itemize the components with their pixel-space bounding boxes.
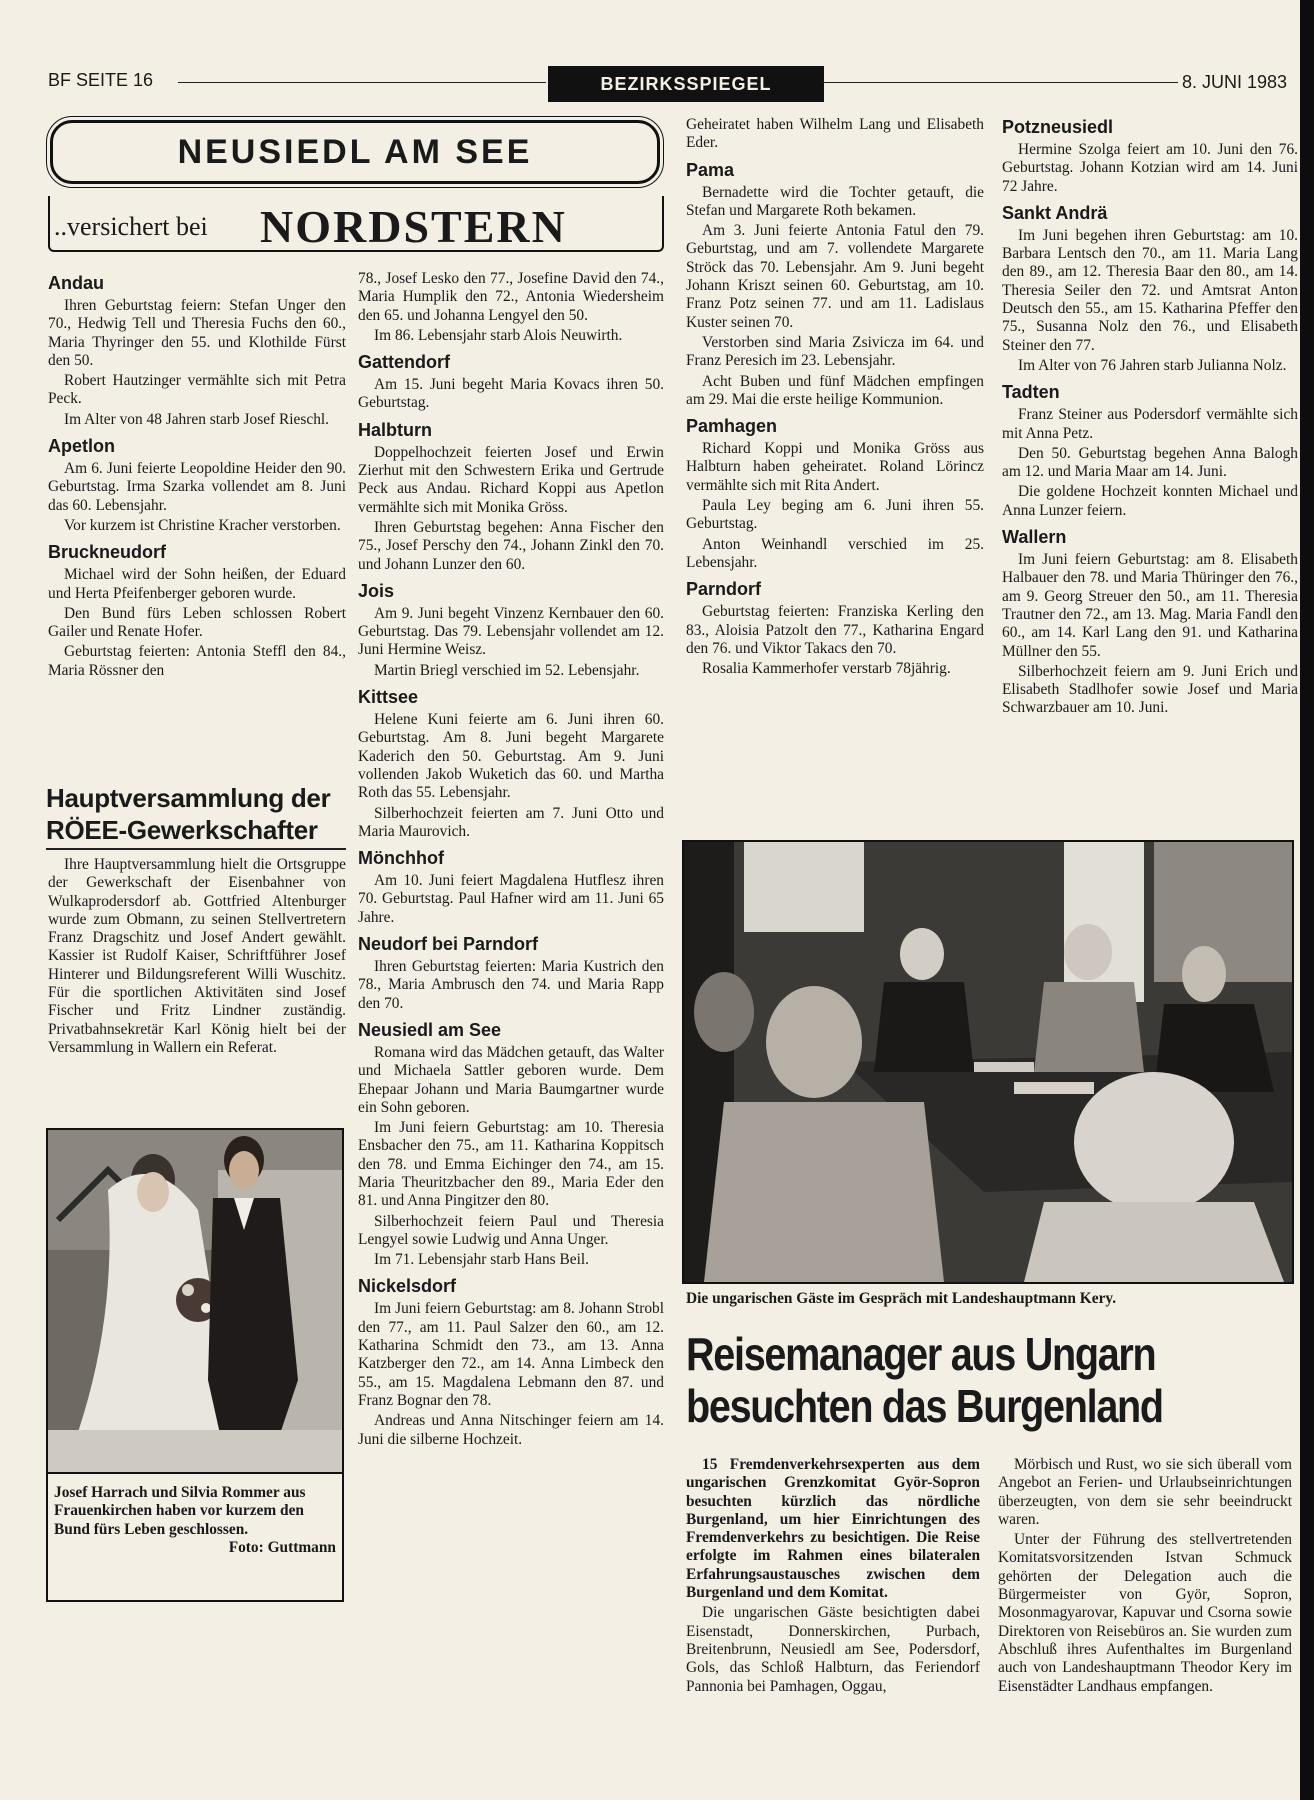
section-label: BEZIRKSSPIEGEL [548, 66, 824, 102]
section-paragraph: Im 71. Lebensjahr starb Hans Beil. [374, 1251, 589, 1269]
section-heading: Pamhagen [686, 416, 778, 437]
article-paragraph: 15 Fremdenverkehrsexperten aus dem ungarischen Grenzkomitat Györ-Sopron besuchten kürzlich das nördliche Burgenland, um hier Einrichtungen des Fremdenverkehrs zu besichtigen. Die Reise erfolgte im Rahmen eines bilateralen Erfahrungsaustausches zwischen dem Burgenland und dem Komitat. [686, 1456, 980, 1602]
section-paragraph: Im Juni feiern Geburtstag: am 8. Elisabeth Halbauer den 78. und Maria Thüringer den 76., am 9. Georg Streuer den 50., am 11. Theresia Trautner den 72., am 13. Mag. Maria Fandl den 60., am 14. Karl Lang den 91. und Katharina Müllner den 55. [1002, 551, 1298, 660]
section-paragraph: Am 9. Juni begeht Vinzenz Kernbauer den 60. Geburtstag. Das 79. Lebensjahr vollendet am 12. Juni Hermine Weisz. [358, 604, 664, 659]
section-paragraph: Bernadette wird die Tochter getauft, die Stefan und Margarete Roth bekamen. [686, 183, 984, 219]
section-paragraph: Romana wird das Mädchen getauft, das Walter und Michaela Sattler geboren wurde. Dem Ehepaar Johann und Maria Baumgartner wurde ein Sohn geboren. [358, 1043, 664, 1116]
section-paragraph: Im 86. Lebensjahr starb Alois Neuwirth. [374, 326, 623, 344]
section-heading: Tadten [1002, 382, 1060, 403]
column-2 [358, 270, 664, 1451]
column-1 [48, 266, 346, 682]
column-3 [686, 116, 984, 680]
section-heading: Neudorf bei Parndorf [358, 934, 539, 955]
section-paragraph: Im Juni feiern Geburtstag: am 8. Johann Strobl den 77., am 11. Paul Salzer den 60., am 12. Katharina Schmidt den 73., am 13. Anna Katzberger den 72., am 14. Anna Limbeck den 55., am 15. Magdalena Lebmann den 87. und Franz Bognar den 78. [358, 1300, 664, 1409]
union-title-rule [46, 848, 346, 850]
section-heading: Gattendorf [358, 352, 450, 373]
section-paragraph: Am 15. Juni begeht Maria Kovacs ihren 50. Geburtstag. [358, 376, 664, 412]
article-paragraph: Ihre Hauptversammlung hielt die Ortsgruppe der Gewerkschaft der Eisenbahner von Wulkaprodersdorf ab. Gottfried Altenburger wurde zum Obmann, zu seinen Stellvertretern Franz Dragschitz und Josef Andert gewählt. Kassier ist Rudolf Kaiser, Schriftführer Josef Hinterer und Bildungsreferent Willi Wuschitz. Für die sportlichen Aktivitäten sind Josef Fischer und Fritz Lindner zuständig. Privatbahnsekretär Karl König hielt bei der Versammlung in Wallern ein Referat. [48, 856, 346, 1056]
section-paragraph: Verstorben sind Maria Zsivicza im 64. und Franz Peresich im 23. Lebensjahr. [686, 333, 984, 370]
section-paragraph: Acht Buben und fünf Mädchen empfingen am 29. Mai die erste heilige Kommunion. [686, 372, 984, 408]
meeting-photo [682, 840, 1294, 1284]
section-paragraph: Silberhochzeit feiern Paul und Theresia Lengyel sowie Ludwig und Anna Unger. [358, 1212, 664, 1248]
section-heading: Pama [686, 159, 735, 180]
article-paragraph: Unter der Führung des stellvertretenden Komitatsvorsitzenden Istvan Schmuck gehörten der Delegation auch die Bürgermeister von Györ, Sopron, Mosonmagyarovar, Kapuvar und Csorna sowie Direktoren von Reisebüros an. Sie wurden zum Abschluß ihres Aufenthaltes im Burgenland auch von Landeshauptmann Theodor Kery im Eisenstädter Landhaus empfangen. [998, 1531, 1292, 1695]
section-paragraph: Silberhochzeit feiern am 9. Juni Erich und Elisabeth Stadlhofer sowie Josef und Maria Schwarzbauer am 10. Juni. [1002, 662, 1298, 717]
article-paragraph: Mörbisch und Rust, wo sie sich überall vom Angebot an Ferien- und Urlaubseinrichtungen überzeugten, von dem sie sehr beeindruckt waren. [998, 1456, 1292, 1528]
section-paragraph: Paula Ley beging am 6. Juni ihren 55. Geburtstag. [686, 497, 984, 533]
section-heading: Mönchhof [358, 848, 444, 869]
section-paragraph: Vor kurzem ist Christine Kracher verstorben. [64, 516, 341, 534]
wedding-caption-text: Josef Harrach und Silvia Rommer aus Frauenkirchen haben vor kurzem den Bund fürs Leben geschlossen. [54, 1484, 306, 1538]
section-heading: Nickelsdorf [358, 1276, 457, 1297]
section-paragraph: Geheiratet haben Wilhelm Lang und Elisabeth Eder. [686, 116, 984, 152]
article-paragraph: Die ungarischen Gäste besichtigten dabei Eisenstadt, Donnerskirchen, Purbach, Breitenbrunn, Neusiedl am See, Podersdorf, Gols, das Schloß Halbturn, das Feriendorf Pannonia bei Pamhagen, Oggau, [686, 1604, 980, 1695]
section-paragraph: Hermine Szolga feiert am 10. Juni den 76. Geburtstag. Johann Kotzian wird am 14. Juni 72 Jahre. [1002, 141, 1298, 195]
union-article-title [46, 782, 346, 846]
section-paragraph: Doppelhochzeit feierten Josef und Erwin Zierhut mit den Schwestern Erika und Gertrude Peck aus Andau. Richard Koppi aus Apetlon vermählte sich mit Monika Gröss. [358, 443, 664, 516]
travel-article-col-a [686, 1456, 980, 1698]
section-paragraph: Richard Koppi und Monika Gröss aus Halbturn haben geheiratet. Roland Lörincz vermählte sich mit Rita Andert. [686, 440, 984, 494]
section-heading: Bruckneudorf [48, 542, 167, 563]
sponsor-prefix: ..versichert bei [54, 212, 208, 241]
section-heading: Halbturn [358, 419, 432, 440]
section-paragraph: Rosalia Kammerhofer verstarb 78jährig. [702, 660, 951, 678]
column-4 [1002, 110, 1298, 720]
section-paragraph: Franz Steiner aus Podersdorf vermählte sich mit Anna Petz. [1002, 406, 1298, 442]
header-rule-right [822, 82, 1178, 83]
header-rule-left [178, 82, 546, 83]
section-paragraph: Den Bund fürs Leben schlossen Robert Gailer und Renate Hofer. [48, 604, 346, 641]
meeting-photo-image [684, 842, 1292, 1282]
union-title-line-2: RÖEE-Gewerkschafter [46, 815, 318, 845]
section-paragraph: Michael wird der Sohn heißen, der Eduard und Herta Pfeifenberger geboren wurde. [48, 566, 346, 602]
sponsor-name: NORDSTERN [260, 201, 567, 252]
section-heading: Neusiedl am See [358, 1019, 502, 1040]
region-title-box [50, 120, 660, 184]
section-heading: Apetlon [48, 436, 115, 457]
section-heading: Jois [358, 580, 395, 601]
section-paragraph: Ihren Geburtstag feierten: Maria Kustrich den 78., Maria Ambrusch den 74. und Maria Rapp den 70. [358, 958, 664, 1012]
section-paragraph: Robert Hautzinger vermählte sich mit Petra Peck. [48, 372, 346, 408]
section-paragraph: 78., Josef Lesko den 77., Josefine David den 74., Maria Humplik den 72., Antonia Wiedersheim den 65. und Johanna Lengyel den 50. [358, 270, 664, 324]
section-heading: Parndorf [686, 579, 762, 600]
travel-headline-line-1: Reisemanager aus Ungarn [686, 1328, 1156, 1380]
section-paragraph: Geburtstag feierten: Franziska Kerling den 83., Aloisia Patzolt den 77., Katharina Engard den 76. und Viktor Takacs den 70. [686, 603, 984, 657]
section-heading: Andau [48, 273, 104, 293]
section-paragraph: Am 6. Juni feierte Leopoldine Heider den 90. Geburtstag. Irma Szarka vollendet am 8. Juni das 60. Lebensjahr. [48, 460, 346, 514]
page-edge-shadow [1300, 0, 1314, 1800]
region-title: NEUSIEDL AM SEE [177, 132, 533, 171]
page-number: BF SEITE 16 [48, 70, 154, 90]
section-paragraph: Andreas und Anna Nitschinger feiern am 14. Juni die silberne Hochzeit. [358, 1412, 664, 1448]
section-heading: Kittsee [358, 687, 419, 708]
section-paragraph: Im Alter von 48 Jahren starb Josef Rieschl. [64, 410, 330, 428]
union-article-body [48, 856, 346, 1059]
union-title-line-1: Hauptversammlung der [46, 783, 331, 813]
section-paragraph: Anton Weinhandl verschied im 25. Lebensjahr. [686, 535, 984, 571]
section-paragraph: Ihren Geburtstag begehen: Anna Fischer den 75., Josef Perschy den 74., Johann Zinkl den 70. und Johann Lunzer den 60. [358, 518, 664, 573]
section-paragraph: Im Alter von 76 Jahren starb Julianna Nolz. [1018, 356, 1287, 374]
travel-headline-line-2: besuchten das Burgenland [686, 1380, 1163, 1432]
section-paragraph: Im Juni feiern Geburtstag: am 10. Theresia Ensbacher den 75., am 11. Katharina Koppitsch den 78. und Emma Eichinger den 74., am 15. Maria Theuritzbacher den 89., Maria Eder den 81. und Anna Pingitzer den 80. [358, 1119, 664, 1210]
meeting-caption: Die ungarischen Gäste im Gespräch mit Landeshauptmann Kery. [686, 1290, 1117, 1307]
issue-date: 8. JUNI 1983 [1182, 72, 1288, 92]
section-paragraph: Martin Briegl verschied im 52. Lebensjahr. [374, 661, 640, 679]
wedding-photo-image [48, 1130, 342, 1472]
section-paragraph: Silberhochzeit feierten am 7. Juni Otto und Maria Maurovich. [358, 804, 664, 840]
section-paragraph: Die goldene Hochzeit konnten Michael und Anna Lunzer feiern. [1002, 483, 1298, 519]
section-paragraph: Am 3. Juni feierte Antonia Fatul den 79. Geburtstag, und am 7. vollendete Margarete Ströck das 70. Lebensjahr. Am 9. Juni begeht Johann Kriszt seinen 60. Geburtstag, am 10. Franz Potz seinen 77. und am 11. Ladislaus Kuster seinen 70. [686, 222, 984, 331]
photo-credit: Foto: Guttmann [228, 1538, 336, 1556]
section-heading: Wallern [1002, 527, 1067, 548]
travel-headline [686, 1328, 1212, 1432]
section-paragraph: Am 10. Juni feiert Magdalena Hutflesz ihren 70. Geburtstag. Paul Hafner wird am 11. Juni 65 Jahre. [358, 872, 664, 926]
section-paragraph: Geburtstag feierten: Antonia Steffl den 84., Maria Rössner den [48, 643, 346, 679]
section-heading: Potzneusiedl [1002, 117, 1114, 137]
section-paragraph: Ihren Geburtstag feiern: Stefan Unger den 70., Hedwig Tell und Theresia Fuchs den 60., Maria Thyringer den 55. und Klothilde Fürst den 50. [48, 297, 346, 369]
wedding-caption [54, 1484, 336, 1557]
section-paragraph: Den 50. Geburtstag begehen Anna Balogh am 12. und Maria Maar am 14. Juni. [1002, 444, 1298, 481]
section-heading: Sankt Andrä [1002, 202, 1108, 223]
travel-article-col-b [998, 1456, 1292, 1698]
section-paragraph: Helene Kuni feierte am 6. Juni ihren 60. Geburtstag. Am 8. Juni begeht Margarete Kaderich den 50. Geburtstag. Am 9. Juni vollenden Jakob Wuketich das 60. und Martha Roth das 55. Lebensjahr. [358, 711, 664, 802]
wedding-photo [46, 1128, 344, 1474]
section-paragraph: Im Juni begehen ihren Geburtstag: am 10. Barbara Lentsch den 70., am 11. Maria Lang den 89., am 12. Theresia Baar den 80., am 14. Theresia Seiler den 72. und Amtsrat Anton Deutsch den 55., am 15. Katharina Pfeffer den 75., Susanna Nolz den 76., und Elisabeth Steiner den 77. [1002, 226, 1298, 354]
